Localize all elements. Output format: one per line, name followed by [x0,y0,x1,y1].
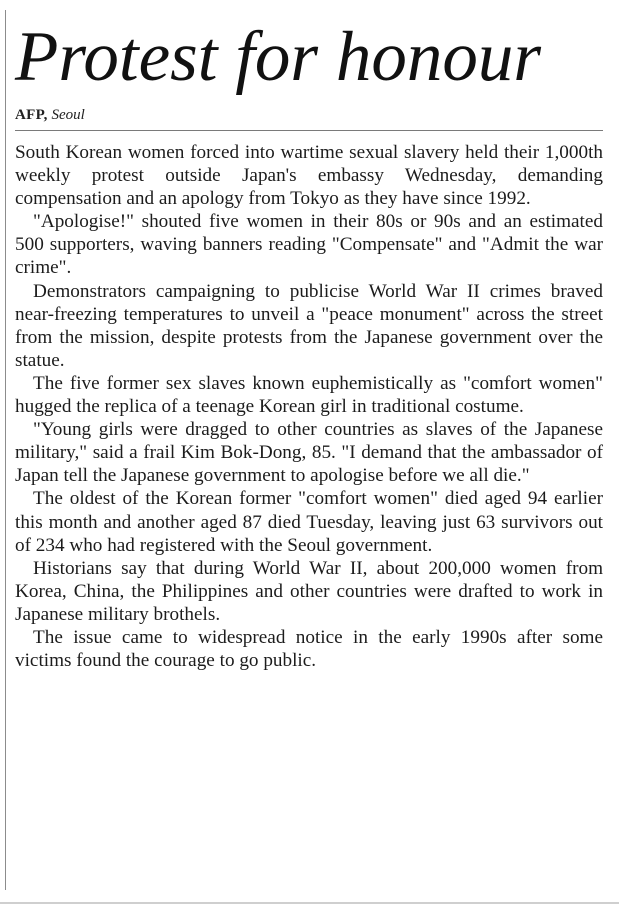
news-article [15,18,605,672]
article-paragraph: South Korean women forced into wartime sexual slavery held their 1,000th weekly protest outside Japan's embassy Wednesday, demanding compensation and an apology from Tokyo as they have since 1992. [15,142,603,210]
article-paragraph: "Young girls were dragged to other countries as slaves of the Japanese military," said a frail Kim Bok-Dong, 85. "I demand that the ambassador of Japan tell the Japanese government to apologise before we all die." [15,419,603,487]
article-paragraph: The oldest of the Korean former "comfort women" died aged 94 earlier this month and another aged 87 died Tuesday, leaving just 63 survivors out of 234 who had registered with the Seoul government. [15,488,603,556]
byline [15,106,605,124]
article-paragraph: Demonstrators campaigning to publicise World War II crimes braved near-freezing temperatures to unveil a "peace monument" across the street from the mission, despite protests from the Japanese government over the statue. [15,280,603,371]
article-body [15,141,603,672]
byline-agency: AFP, [15,107,48,123]
page-bottom-rule [0,902,619,904]
byline-divider [15,130,603,131]
article-paragraph: The five former sex slaves known euphemistically as "comfort women" hugged the replica of a teenage Korean girl in traditional costume. [15,372,603,418]
byline-dateline: Seoul [51,107,85,123]
article-paragraph: Historians say that during World War II, about 200,000 women from Korea, China, the Philippines and other countries were drafted to work in Japanese military brothels. [15,557,603,625]
article-paragraph: "Apologise!" shouted five women in their 80s or 90s and an estimated 500 supporters, waving banners reading "Compensate" and "Admit the war crime". [15,211,603,279]
article-paragraph: The issue came to widespread notice in the early 1990s after some victims found the courage to go public. [15,626,603,672]
headline: Protest for honour [15,18,541,96]
column-left-rule [5,10,6,890]
